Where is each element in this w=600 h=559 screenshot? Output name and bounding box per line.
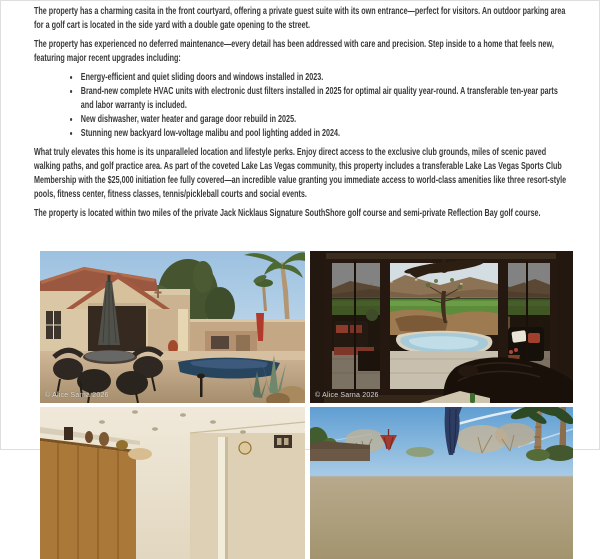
paragraph-location: The property is located within two miles of the private Jack Nicklaus Signature SouthShore golf course and semi-private Reflection Bay golf course. [34, 208, 541, 219]
photo-courtyard-palms [310, 407, 573, 559]
upgrades-list [34, 71, 567, 141]
paragraph-casita: The property has a charming casita in the front courtyard, offering a private guest suite with its own entrance—perfect for visitors. An outdoor parking area for a golf cart is located in the side yard with a double gate opening to the street. [34, 6, 566, 31]
list-item: • Brand-new complete HVAC units with electronic dust filters installed in 2025 for optimal air quality year-round. A transferable ten-year parts and labor warranty is included. [79, 85, 567, 113]
photo-gallery [40, 251, 573, 559]
backyard-patio-image [40, 251, 305, 403]
photo-great-room-view [310, 251, 573, 403]
photo-backyard-patio [40, 251, 305, 403]
list-item: • Energy-efficient and quiet sliding doors and windows installed in 2023. [79, 71, 567, 85]
great-room-view-image [310, 251, 573, 403]
list-item: • New dishwasher, water heater and garage door rebuild in 2025. [79, 113, 567, 127]
courtyard-palms-image [310, 407, 573, 559]
photo-watermark: © Alice Sarna 2026 [315, 392, 379, 399]
listing-remarks [34, 5, 574, 251]
paragraph-lifestyle: What truly elevates this home is its unparalleled location and lifestyle perks. Enjoy direct access to the exclusive club grounds, miles of scenic paved walking paths, and golf practice area. As part of the coveted Lake Las Vegas community, this property includes a transferable Lake Las Vegas Sports Club Membership with the $25,000 initiation fee fully covered—an incredible value granting you immediate access to world-class amenities like three resort-style pools, fitness center, fitness classes, tennis/pickleball courts and social events. [34, 147, 567, 200]
photo-watermark: © Alice Sarna 2026 [45, 392, 109, 399]
kitchen-image [40, 407, 305, 559]
photo-kitchen [40, 407, 305, 559]
paragraph-maintenance: The property has experienced no deferred maintenance—every detail has been addressed with care and precision. Step inside to a home that feels new, featuring major recent upgrades including: [34, 39, 554, 64]
list-item: • Stunning new backyard low-voltage malibu and pool lighting added in 2024. [79, 127, 567, 141]
